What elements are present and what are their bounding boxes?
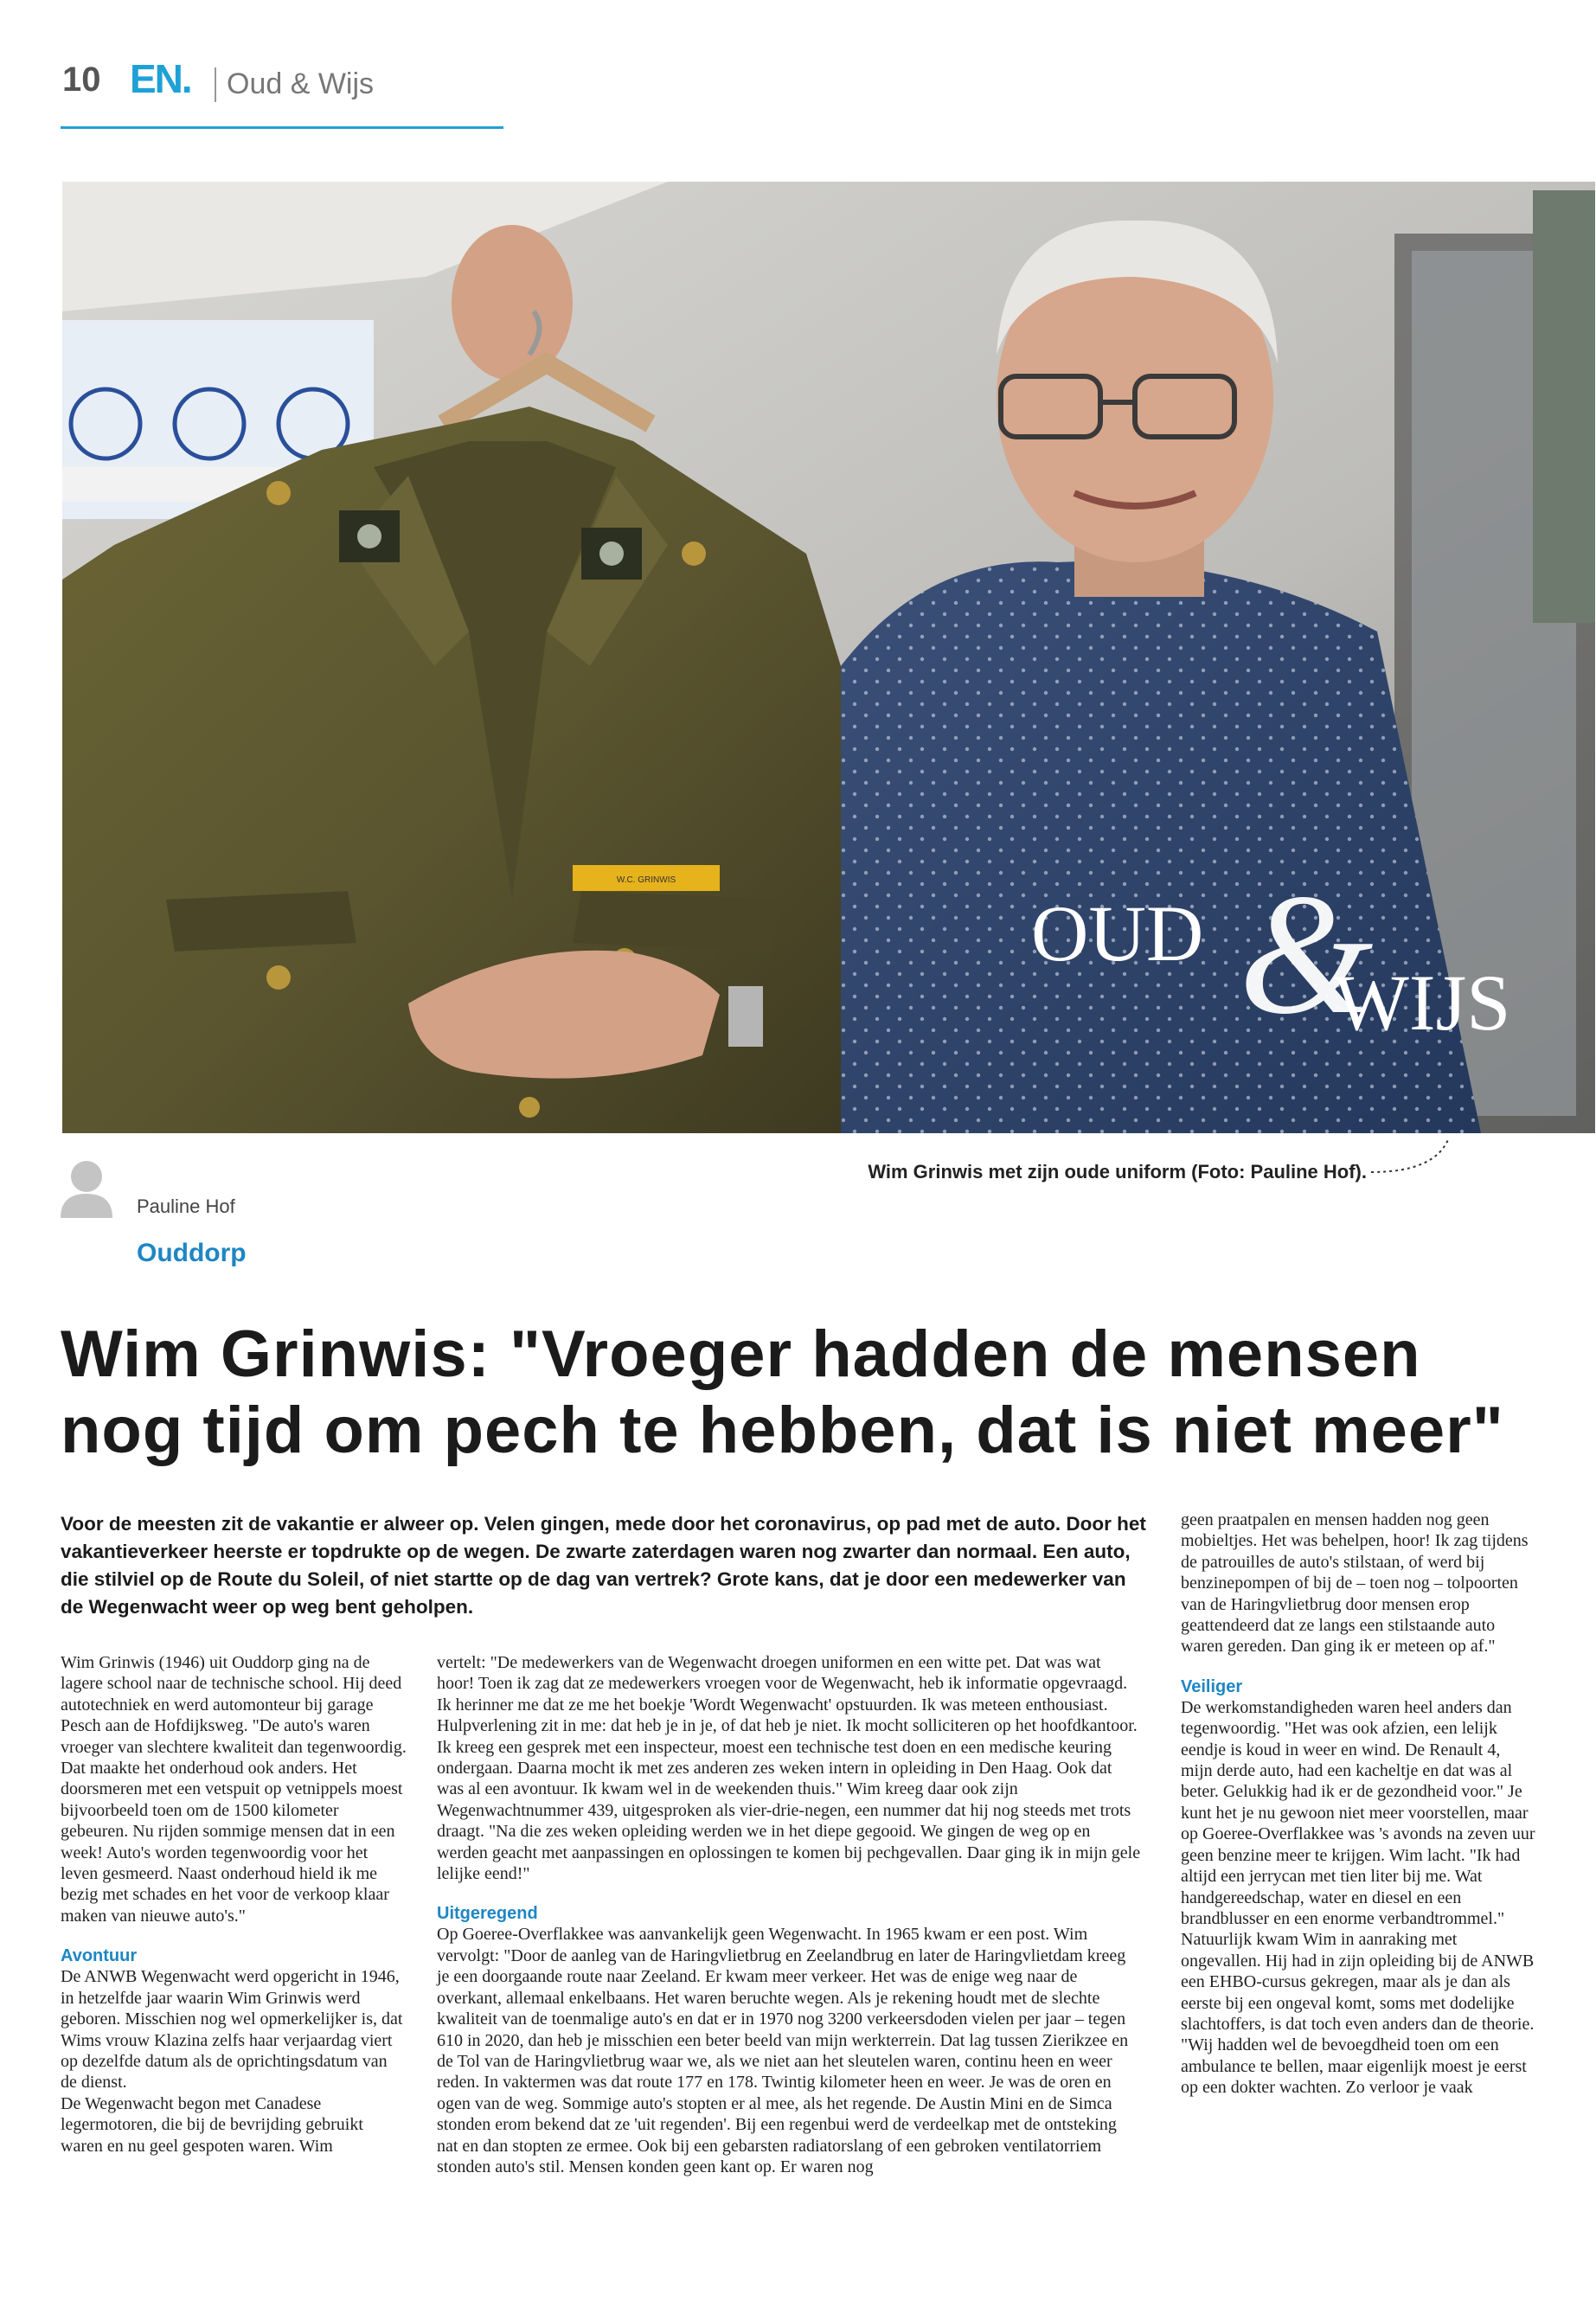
intro-paragraph: Voor de meesten zit de vakantie er alweer op. Velen gingen, mede door het coronavirus, op pad met de auto. Door het vakantieverkeer heerste er topdrukte op de wegen. De zwarte zaterdagen waren nog zwarter dan normaal. Een auto, die stilviel op de Route du Soleil, of niet startte op de dag van vertrek? Grote kans, dat je door een medewerker van de Wegenwacht weer op weg bent geholpen. (61, 1513, 1146, 1618)
paragraph: De werkomstandigheden waren heel anders dan tegenwoordig. "Het was ook afzien, een lelijk eendje is koud in weer en wind. De Renault 4, mijn derde auto, had een kacheltje en dat was al beter. Gelukkig had ik er de gezondheid voor." Je kunt het je nu gewoon niet meer voorstellen, maar op Goeree-Overflakkee was 's avonds na zeven uur geen benzine meer te krijgen. Wim lacht. "Ik had altijd een jerrycan met tien liter bij me. Wat handgereedschap, water en diesel en een brandblusser en een enorme verbandtrommel." (1181, 1697, 1535, 1928)
subheading: Uitgeregend (437, 1904, 538, 1924)
name-tag-text: W.C. GRINWIS (616, 875, 676, 885)
publication-logo (130, 55, 191, 102)
paragraph: Natuurlijk kwam Wim in aanraking met ongevallen. Hij had in zijn opleiding bij de ANWB een EHBO-cursus gekregen, maar als je dan als eerste bij een ongeval komt, soms met dodelijke slachtoffers, is dat toch even anders dan de theorie. "Wij hadden wel de bevoegdheid toen om een ambulance te bellen, maar eigenlijk moest je eerst op een dokter wachten. Zo verloor je vaak (1181, 1930, 1535, 2098)
header-rule (61, 126, 503, 129)
page-number: 10 (62, 61, 101, 99)
overlay-amp: & (1239, 859, 1374, 1050)
paragraph: geen praatpalen en mensen hadden nog geen mobieltjes. Het was behelpen, hoor! Ik zag tijdens de patrouilles de auto's stilstaan, of werd bij benzinepompen of bij de – toen nog – tolpoorten van de Haringvlietbrug door mensen erop geattendeerd dat ze langs een stilstaande auto waren gereden. Dan ging ik er meteen op af." (1181, 1510, 1529, 1657)
paragraph: Op Goeree-Overflakkee was aanvankelijk geen Wegenwacht. In 1965 kwam er een post. Wim vervolgt: "Door de aanleg van de Haringvlietbrug en Zeelandbrug en later de Haringvlietdam kreeg je een doorgaande route naar Zeeland. Er kwam meer verkeer. Het was de enige weg naar de overkant, allemaal enkelbaans. Het waren beruchte wegen. Als je rekening houdt met de slechte kwaliteit van de toenmalige auto's en dat er in 1970 nog 3200 verkeersdoden vielen per jaar – tegen 610 in 2020, dan heb je misschien een beter beeld van mijn werkterrein. Dat lag tussen Zierikzee en de Tol van de Haringvlietbrug waar we, als we niet aan het sleutelen waren, continu heen en weer reden. In vaktermen was dat route 177 en 178. Twintig kilometer heen en weer. Je was de oren en ogen van de weg. Sommige auto's stopten er al mee, als het regende. De Austin Mini en de Simca stonden erom bekend dat ze 'uit regenden'. Bij een regenbui werd de verdeelkap met de ontsteking nat en dan stopten ze ermee. Ook bij een gebarsten radiatorslang of een gebroken ventilatorriem stonden auto's stil. Mensen konden geen kant op. Er waren nog (437, 1925, 1129, 2176)
subheading: Avontuur (61, 1946, 138, 1966)
paragraph: Wim Grinwis (1946) uit Ouddorp ging na de lagere school naar de technische school. Hij deed autotechniek en werd automonteur bij garage Pesch aan de Hofdijksweg. "De auto's waren vroeger van slechtere kwaliteit dan tegenwoordig. Dat maakte het onderhoud ook anders. Het doorsmeren met een vetspuit op vetnippels moest bijvoorbeeld toen om de 1500 kilometer gebeuren. Nu rijden sommige mensen dat in een week! Auto's worden tegenwoordig voor het leven gesmeerd. Naast onderhoud hield ik me bezig met schades en het voor de verkoop klaar maken van nieuwe auto's." (61, 1653, 407, 1926)
logo-text: EN (130, 56, 182, 101)
section-title: Oud & Wijs (227, 67, 375, 100)
paragraph: De ANWB Wegenwacht werd opgericht in 1946, in hetzelfde jaar waarin Wim Grinwis werd geboren. Misschien nog wel opmerkelijker is, dat Wims vrouw Klazina zelfs haar verjaardag viert op dezelfde datum als de oprichtingsdatum van de dienst. (61, 1967, 403, 2093)
subheading: Veiliger (1181, 1676, 1243, 1696)
overlay-wijs: WIJS (1334, 958, 1511, 1047)
article-column-3 (1181, 1509, 1535, 2099)
header-separator (215, 67, 216, 102)
headline: Wim Grinwis: "Vroeger hadden de mensen nog tijd om pech te hebben, dat is niet meer" (61, 1317, 1504, 1467)
author-name: Pauline Hof (137, 1195, 235, 1217)
caption-leader-line (1367, 1133, 1462, 1176)
photo-caption: Wim Grinwis met zijn oude uniform (Foto: Pauline Hof). (868, 1161, 1367, 1183)
photo-illustration (62, 182, 1595, 1133)
paragraph: vertelt: "De medewerkers van de Wegenwacht droegen uniformen en een witte pet. Dat was wat hoor! Toen ik zag dat ze medewerkers vroegen voor de Wegenwacht, heb ik informatie opgevraagd. Ik herinner me dat ze me het boekje 'Wordt Wegenwacht' opstuurden. Ik was meteen enthousiast. Hulpverlening zit in me: dat heb je in je, of dat heb je niet. Ik mocht solliciteren op het hoofdkantoor. Ik kreeg een gesprek met een inspecteur, moest een technische test doen en een medische keuring ondergaan. Daarna mocht ik met zes anderen zes weken intern in opleiding in Den Haag. Ook dat was al een avontuur. Ik kwam wel in de weekenden thuis." Wim kreeg daar ook zijn Wegenwachtnummer 439, uitgesproken als vier-drie-negen, een nummer dat hij nog steeds met trots draagt. "Na die zes weken opleiding werden we in het diepe gegooid. We gingen de weg op en werden geacht met aanpassingen en oplossingen te komen bij pechgevallen. Daar ging ik in mijn gele lelijke eend!" (437, 1653, 1141, 1884)
author-avatar-icon (61, 1157, 112, 1218)
dateline-place: Ouddorp (137, 1239, 247, 1267)
article-column-1 (61, 1652, 407, 2157)
article-column-2 (437, 1652, 1142, 2177)
overlay-oud: OUD (1031, 889, 1204, 977)
paragraph: De Wegenwacht begon met Canadese legermotoren, die bij de bevrijding gebruikt waren en nu geel gespoten waren. Wim (61, 2093, 363, 2156)
logo-dot: . (181, 56, 191, 101)
article-photo (62, 182, 1595, 1133)
